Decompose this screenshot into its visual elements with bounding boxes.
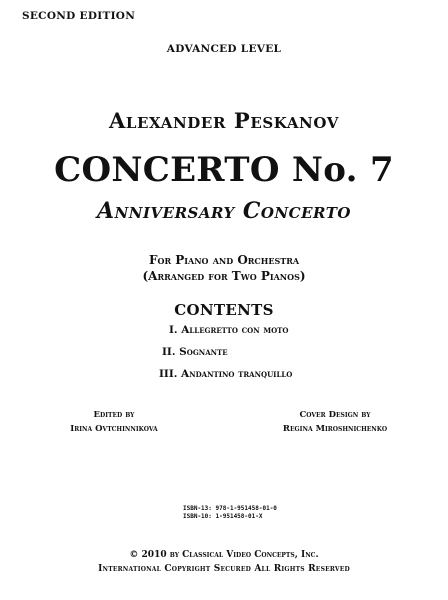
isbn-10: ISBN-10: 1-951458-01-X	[183, 513, 263, 520]
instrumentation-line-2: (Arranged for Two Pianos)	[142, 269, 306, 283]
editor-name: Irina Ovtchinnikova	[70, 424, 158, 434]
edition-label: SECOND EDITION	[22, 10, 136, 22]
copyright-line-2: International Copyright Secured All Rights Reserved	[98, 564, 350, 574]
editor-label: Edited by	[93, 410, 135, 420]
composer-name: Alexander Peskanov	[108, 108, 340, 133]
movement-2: II. Sognante	[162, 346, 228, 358]
cover-design-label: Cover Design by	[299, 410, 371, 420]
copyright-line-1: © 2010 by Classical Video Concepts, Inc.	[129, 550, 319, 560]
isbn-13: ISBN-13: 978-1-951458-01-0	[183, 505, 277, 512]
contents-heading: CONTENTS	[174, 301, 274, 319]
work-title-text: CONCERTO No. 7	[54, 150, 394, 190]
work-subtitle: Anniversary Concerto	[97, 198, 351, 224]
movement-3: III. Andantino tranquillo	[159, 368, 293, 380]
level-label: ADVANCED LEVEL	[166, 43, 282, 55]
cover-designer-name: Regina Miroshnichenko	[282, 424, 388, 434]
work-title	[0, 150, 448, 190]
movement-1: I. Allegretto con moto	[169, 324, 289, 336]
instrumentation-line-1: For Piano and Orchestra	[148, 253, 300, 267]
